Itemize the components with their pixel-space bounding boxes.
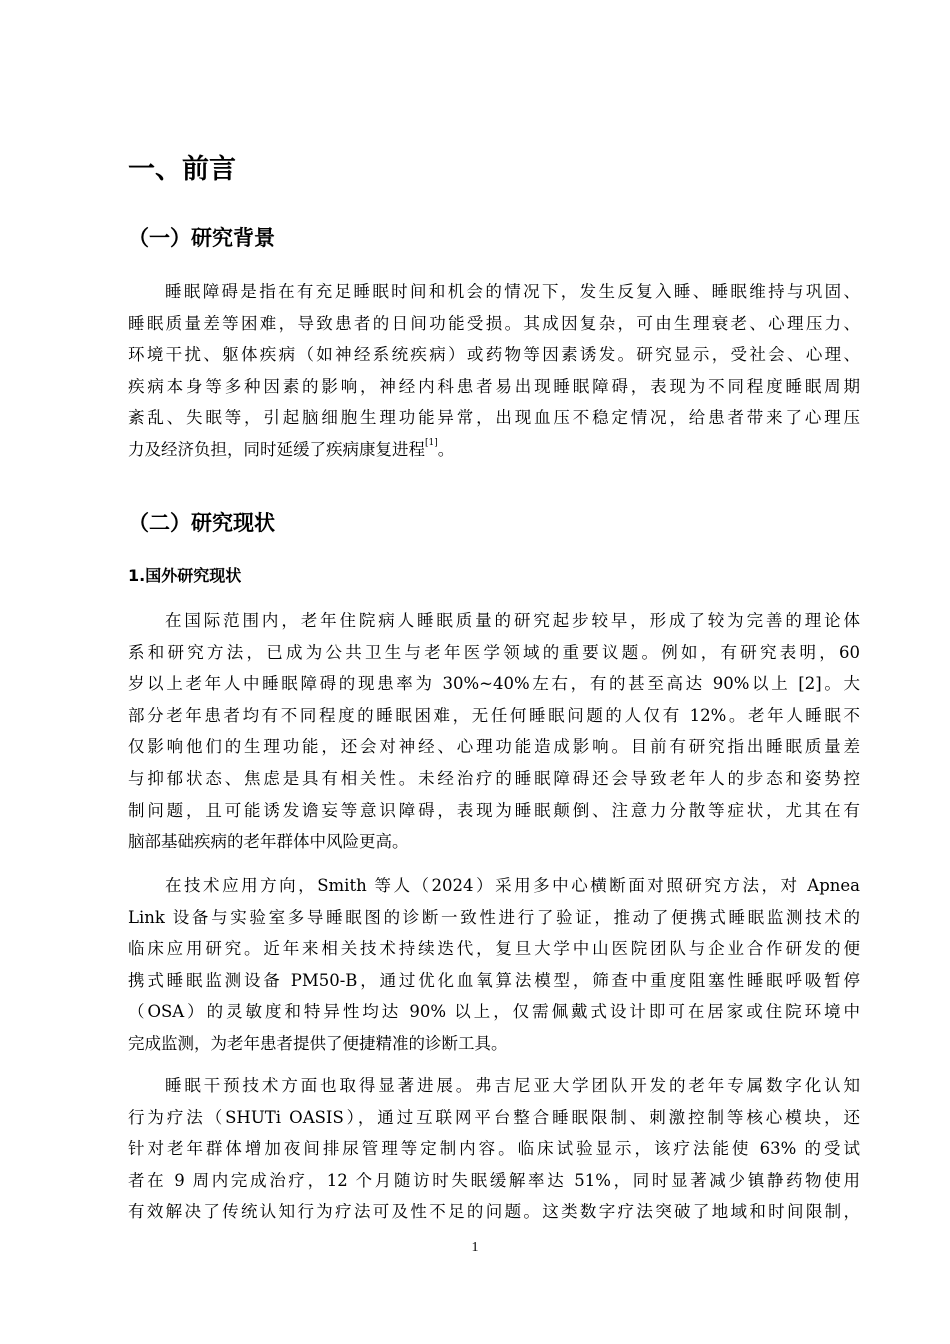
text-line: 行为疗法（SHUTi OASIS），通过互联网平台整合睡眠限制、刺激控制等核心模块，还 <box>128 1107 860 1127</box>
text-line: 紊乱、失眠等，引起脑细胞生理功能异常，出现血压不稳定情况，给患者带来了心理压 <box>128 408 860 428</box>
paragraph-intervention <box>128 1070 860 1228</box>
text-line: 环境干扰、躯体疾病（如神经系统疾病）或药物等因素诱发。研究显示，受社会、心理、 <box>128 345 860 365</box>
text-line: 有效解决了传统认知行为疗法可及性不足的问题。这类数字疗法突破了地域和时间限制， <box>128 1202 860 1222</box>
text-line: 仅影响他们的生理功能，还会对神经、心理功能造成影响。目前有研究指出睡眠质量差 <box>128 737 860 757</box>
paragraph-technology <box>128 870 860 1060</box>
text-line: 脑部基础疾病的老年群体中风险更高。 <box>128 832 409 852</box>
chapter-heading: 一、前言 <box>128 154 236 185</box>
text-line: 在技术应用方向，Smith 等人（2024）采用多中心横断面对照研究方法，对 Apnea <box>165 876 860 895</box>
text-line: 携式睡眠监测设备 PM50-B，通过优化血氧算法模型，筛查中重度阻塞性睡眠呼吸暂停 <box>128 970 860 990</box>
text-line: 完成监测，为老年患者提供了便捷精准的诊断工具。 <box>128 1033 508 1053</box>
text-line: 岁以上老年人中睡眠障碍的现患率为 30%~40%左右，有的甚至高达 90%以上 [2]。大 <box>128 674 860 694</box>
text-line-segment: 力及经济负担，同时延缓了疾病康复进程 <box>128 439 425 459</box>
text-line: 睡眠质量差等困难，导致患者的日间功能受损。其成因复杂，可由生理衰老、心理压力、 <box>128 313 860 333</box>
text-line: 疾病本身等多种因素的影响，神经内科患者易出现睡眠障碍，表现为不同程度睡眠周期 <box>128 376 860 396</box>
paragraph-background <box>128 276 860 466</box>
text-line: 制问题，且可能诱发谵妄等意识障碍，表现为睡眠颠倒、注意力分散等症状，尤其在有 <box>128 800 860 820</box>
text-line: 部分老年患者均有不同程度的睡眠困难，无任何睡眠问题的人仅有 12%。老年人睡眠不 <box>128 705 860 725</box>
text-line: 临床应用研究。近年来相关技术持续迭代，复旦大学中山医院团队与企业合作研发的便 <box>128 939 860 959</box>
text-line: 睡眠障碍是指在有充足睡眠时间和机会的情况下，发生反复入睡、睡眠维持与巩固、 <box>165 282 860 301</box>
section-heading-status: （二）研究现状 <box>128 511 275 535</box>
text-line <box>128 434 860 466</box>
text-line: （OSA）的灵敏度和特异性均达 90% 以上，仅需佩戴式设计即可在居家或住院环境中 <box>128 1002 860 1022</box>
section-heading-background: （一）研究背景 <box>128 226 275 250</box>
paragraph-foreign-status <box>128 605 860 858</box>
end-punctuation: 。 <box>437 439 455 459</box>
text-line: 与抑郁状态、焦虑是具有相关性。未经治疗的睡眠障碍还会导致老年人的步态和姿势控 <box>128 768 860 788</box>
text-line: 者在 9 周内完成治疗，12 个月随访时失眠缓解率达 51%，同时显著减少镇静药物使用 <box>128 1170 860 1190</box>
text-line: 睡眠干预技术方面也取得显著进展。弗吉尼亚大学团队开发的老年专属数字化认知 <box>165 1076 860 1095</box>
page-number: 1 <box>471 1240 479 1255</box>
text-line: 系和研究方法，已成为公共卫生与老年医学领域的重要议题。例如，有研究表明，60 <box>128 642 860 662</box>
text-line: 在国际范围内，老年住院病人睡眠质量的研究起步较早，形成了较为完善的理论体 <box>165 611 860 630</box>
subsection-heading-foreign: 1.国外研究现状 <box>128 566 242 585</box>
citation-marker: [1] <box>425 437 438 448</box>
text-line: Link 设备与实验室多导睡眠图的诊断一致性进行了验证，推动了便携式睡眠监测技术的 <box>128 907 860 927</box>
text-line: 针对老年群体增加夜间排尿管理等定制内容。临床试验显示，该疗法能使 63% 的受试 <box>128 1139 860 1159</box>
